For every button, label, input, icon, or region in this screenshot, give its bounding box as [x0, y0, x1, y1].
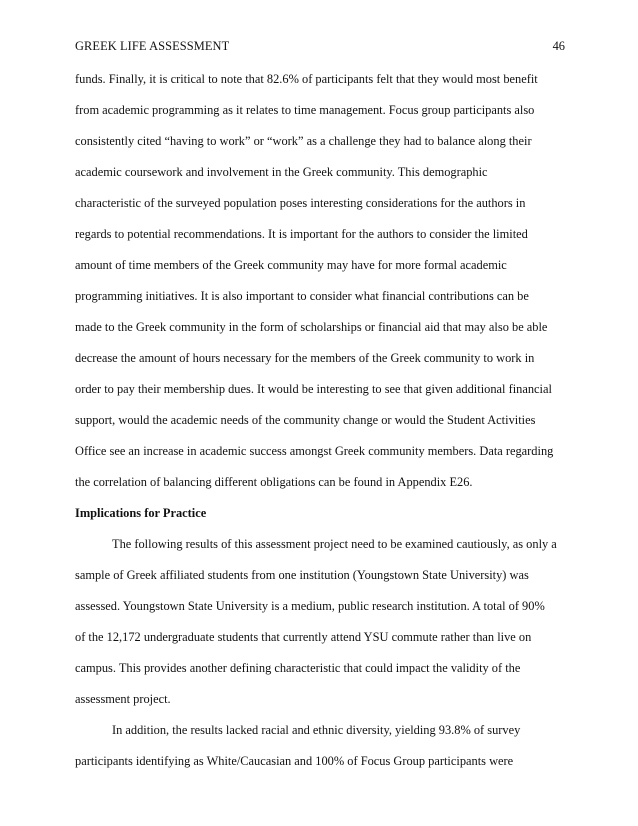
text-line: regards to potential recommendations. It is important for the authors to consider the limited: [75, 227, 528, 241]
page-header: [75, 36, 565, 56]
text-line: from academic programming as it relates to time management. Focus group participants also: [75, 103, 535, 117]
text-line: the correlation of balancing different obligations can be found in Appendix E26.: [75, 475, 473, 489]
text-line: Office see an increase in academic success amongst Greek community members. Data regarding: [75, 444, 554, 458]
text-line: sample of Greek affiliated students from one institution (Youngstown State University) was: [75, 568, 529, 582]
text-line: participants identifying as White/Caucasian and 100% of Focus Group participants were: [75, 754, 514, 768]
text-line: made to the Greek community in the form of scholarships or financial aid that may also be able: [75, 320, 548, 334]
text-line: assessment project.: [75, 692, 171, 706]
running-head: GREEK LIFE ASSESSMENT: [75, 39, 230, 53]
text-line: amount of time members of the Greek community may have for more formal academic: [75, 258, 507, 272]
text-line: of the 12,172 undergraduate students that currently attend YSU commute rather than live on: [75, 630, 532, 644]
text-line: consistently cited “having to work” or “work” as a challenge they had to balance along their: [75, 134, 532, 148]
text-line: order to pay their membership dues. It would be interesting to see that given additional financial: [75, 382, 552, 396]
text-line: funds. Finally, it is critical to note that 82.6% of participants felt that they would most benefit: [75, 72, 538, 86]
section-heading: Implications for Practice: [75, 506, 207, 520]
text-line: decrease the amount of hours necessary for the members of the Greek community to work in: [75, 351, 535, 365]
text-line: The following results of this assessment project need to be examined cautiously, as only a: [112, 537, 557, 551]
page-number: 46: [552, 39, 565, 53]
text-line: assessed. Youngstown State University is a medium, public research institution. A total of 90%: [75, 599, 545, 613]
text-line: campus. This provides another defining characteristic that could impact the validity of the: [75, 661, 521, 675]
text-line: support, would the academic needs of the community change or would the Student Activities: [75, 413, 536, 427]
text-line: programming initiatives. It is also important to consider what financial contributions can be: [75, 289, 529, 303]
text-line: characteristic of the surveyed population poses interesting considerations for the authors in: [75, 196, 526, 210]
text-line: academic coursework and involvement in the Greek community. This demographic: [75, 165, 488, 179]
text-line: In addition, the results lacked racial and ethnic diversity, yielding 93.8% of survey: [112, 723, 521, 737]
